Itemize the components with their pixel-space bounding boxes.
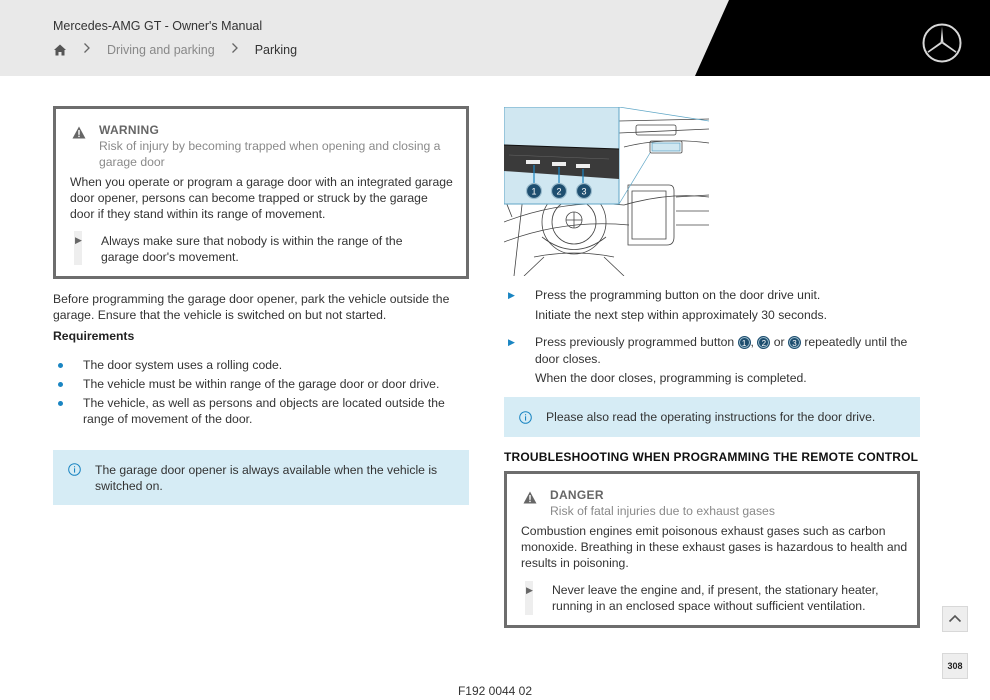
warning-subheading: Risk of injury by becoming trapped when opening and closing a garage door <box>99 139 441 169</box>
image-code: F192 0044 02 <box>457 684 533 698</box>
step-text-before: Press previously programmed button <box>535 335 735 349</box>
warning-triangle-icon <box>523 491 537 504</box>
manual-title: Mercedes-AMG GT - Owner's Manual <box>53 19 263 33</box>
breadcrumb-parking: Parking <box>254 42 298 57</box>
info-box <box>53 450 469 505</box>
info-box <box>504 397 920 437</box>
warning-body: When you operate or program a garage door with an integrated garage door opener, persons can become trapped or struck by the garage door if they stand within its range of movement. <box>70 175 453 221</box>
requirement-item: The door system uses a rolling code. <box>83 358 283 372</box>
number-badge: 3 <box>788 336 801 349</box>
illustration-number: 1 <box>531 186 537 197</box>
requirement-item: The vehicle, as well as persons and objects are located outside the range of movement of the door. <box>83 396 445 426</box>
bullet-icon <box>58 363 63 368</box>
step-text <box>535 334 915 350</box>
troubleshooting-title: TROUBLESHOOTING WHEN PROGRAMMING THE REMOTE CONTROL <box>504 450 919 464</box>
breadcrumb-driving-and-parking[interactable]: Driving and parking <box>107 42 215 57</box>
step-arrow-icon: ▶ <box>508 290 515 300</box>
bullet-icon <box>58 382 63 387</box>
step-text: Press the programming button on the door drive unit. <box>535 288 821 302</box>
danger-box <box>504 471 920 628</box>
illustration-number: 2 <box>556 186 562 197</box>
number-badge: 1 <box>738 336 751 349</box>
illustration-number: 3 <box>581 186 587 197</box>
step-text-line2: door closes. <box>535 352 601 366</box>
chevron-right-icon <box>83 42 93 57</box>
chevron-up-icon <box>948 610 962 628</box>
danger-action: Never leave the engine and, if present, the stationary heater, running in an enclosed space without sufficient ventilation. <box>552 583 879 613</box>
breadcrumb <box>53 42 297 57</box>
home-icon[interactable] <box>53 43 67 57</box>
badge-separator: or <box>773 335 785 349</box>
warning-triangle-icon <box>72 126 86 139</box>
intro-paragraph: Before programming the garage door opener, park the vehicle outside the garage. Ensure that the vehicle is switched on but not started. <box>53 292 450 322</box>
scroll-to-top-button[interactable] <box>942 606 968 632</box>
warning-heading: WARNING <box>99 123 160 137</box>
danger-body: Combustion engines emit poisonous exhaust gases such as carbon monoxide. Breathing in these exhaust gases is hazardous to health and results in poisoning. <box>521 524 908 570</box>
step-arrow-icon: ▶ <box>508 337 515 347</box>
warning-box <box>53 106 469 279</box>
step-result: When the door closes, programming is completed. <box>535 371 807 385</box>
page-number-badge[interactable] <box>942 653 968 679</box>
mercedes-star-logo[interactable] <box>921 22 963 64</box>
number-badge: 2 <box>757 336 770 349</box>
play-arrow-icon: ▶ <box>75 235 82 245</box>
step-text-after: repeatedly until the <box>804 335 908 349</box>
danger-subheading: Risk of fatal injuries due to exhaust gases <box>550 504 775 518</box>
info-text: Please also read the operating instructions for the door drive. <box>546 410 876 424</box>
requirement-item: The vehicle must be within range of the garage door or door drive. <box>83 377 440 391</box>
danger-heading: DANGER <box>550 488 604 502</box>
badge-separator: , <box>750 335 754 349</box>
overhead-control-panel-illustration <box>504 107 711 276</box>
chevron-right-icon <box>231 42 241 57</box>
requirements-title: Requirements <box>53 329 135 343</box>
page-number: 308 <box>947 661 963 671</box>
bullet-icon <box>58 401 63 406</box>
info-text: The garage door opener is always available when the vehicle is switched on. <box>95 463 438 493</box>
info-icon <box>68 463 81 476</box>
number-badges <box>527 184 592 199</box>
step-result: Initiate the next step within approximately 30 seconds. <box>535 308 827 322</box>
header-black-shape <box>0 0 990 76</box>
info-icon <box>519 411 532 424</box>
warning-action: Always make sure that nobody is within the range of the garage door's movement. <box>101 234 403 264</box>
play-arrow-icon: ▶ <box>526 585 533 595</box>
